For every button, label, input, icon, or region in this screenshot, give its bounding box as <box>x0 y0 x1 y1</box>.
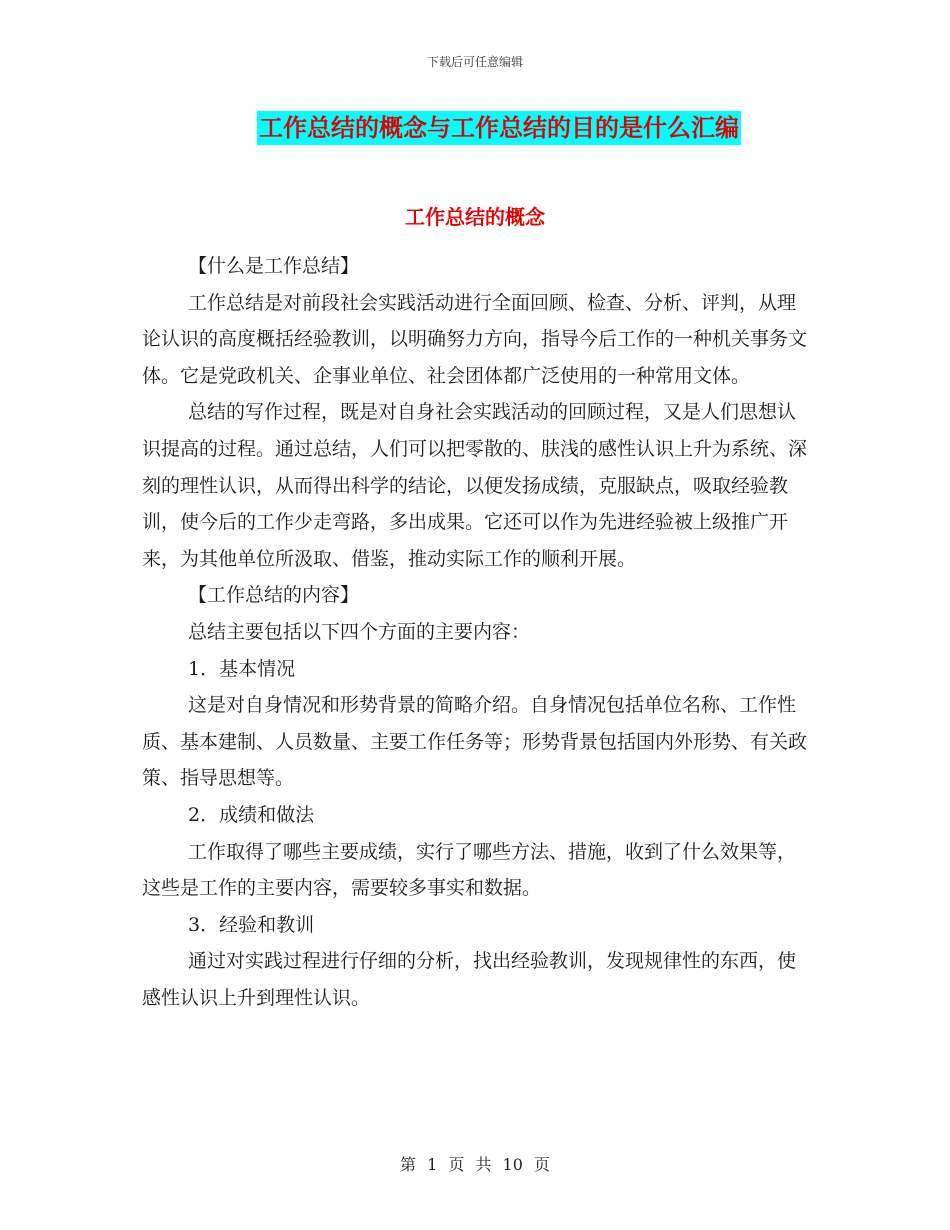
paragraph: 总结主要包括以下四个方面的主要内容： <box>188 620 531 643</box>
document-title: 工作总结的概念与工作总结的目的是什么汇编 <box>257 111 741 145</box>
paragraph: 这是对自身情况和形势背景的简略介绍。自身情况包括单位名称、工作性质、基本建制、人员数量、主要工作任务等；形势背景包括国内外形势、有关政策、指导思想等。 <box>142 694 808 790</box>
paragraph: 工作取得了哪些主要成绩，实行了哪些方法、措施，收到了什么效果等，这些是工作的主要内容，需要较多事实和数据。 <box>142 840 797 900</box>
list-item-heading: 3．经验和教训 <box>188 913 315 936</box>
paragraph-heading-what-is: 【什么是工作总结】 <box>188 255 360 277</box>
section-title: 工作总结的概念 <box>405 205 545 229</box>
page-number: 第 1 页 共 10 页 <box>400 1155 550 1174</box>
paragraph: 通过对实践过程进行仔细的分析，找出经验教训，发现规律性的东西，使感性认识上升到理性认识。 <box>142 950 797 1009</box>
page-header-note: 下载后可任意编辑 <box>426 55 523 69</box>
document-body <box>142 248 810 1016</box>
paragraph: 总结的写作过程，既是对自身社会实践活动的回顾过程，又是人们思想认识提高的过程。通过总结，人们可以把零散的、肤浅的感性认识上升为系统、深刻的理性认识，从而得出科学的结论，以便发扬成绩，克服缺点，吸取经验教训，使今后的工作少走弯路，多出成果。它还可以作为先进经验被上级推广开来，为其他单位所汲取、借鉴，推动实际工作的顺利开展。 <box>142 401 808 570</box>
document-title-container <box>0 111 950 145</box>
paragraph: 工作总结是对前段社会实践活动进行全面回顾、检查、分析、评判，从理论认识的高度概括经验教训，以明确努力方向，指导今后工作的一种机关事务文体。它是党政机关、企事业单位、社会团体都广泛使用的一种常用文体。 <box>142 291 808 387</box>
list-item-heading: 2．成绩和做法 <box>188 803 315 826</box>
paragraph-heading-content: 【工作总结的内容】 <box>188 584 360 607</box>
list-item-heading: 1．基本情况 <box>188 657 296 680</box>
